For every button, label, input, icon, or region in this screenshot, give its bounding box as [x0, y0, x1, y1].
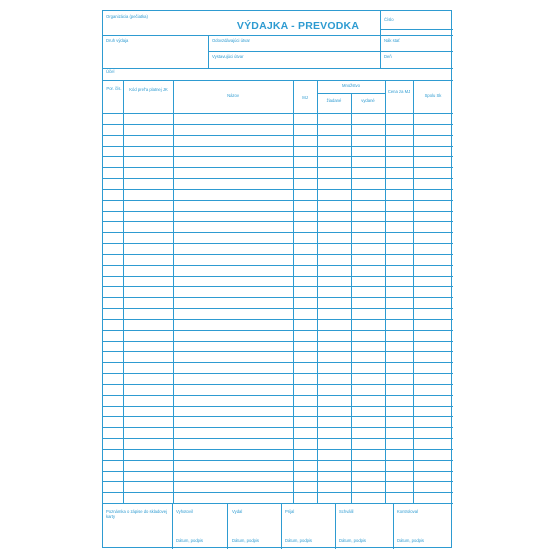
date-label: Deň: [384, 54, 392, 59]
received-by-date-signature: Dátum, podpis: [285, 538, 312, 543]
footer-column-line: [281, 503, 282, 549]
table-row-line: [103, 232, 453, 233]
table-row-line: [103, 135, 453, 136]
issued-by-label: Vyhotovil: [176, 509, 193, 514]
table-row-line: [103, 406, 453, 407]
table-row-line: [103, 254, 453, 255]
issuer-label: Vystavujúci útvar: [212, 54, 244, 59]
number-row-line: [380, 29, 453, 30]
col-unit-price-header: Cena za MJ: [387, 89, 411, 94]
table-row-line: [103, 243, 453, 244]
col-quantity-header: Množstvo: [342, 83, 360, 88]
table-column-line: [413, 80, 414, 503]
table-row-line: [103, 221, 453, 222]
col-row-no-header: Por. čís.: [106, 86, 122, 91]
cost-center-label: Nák stať: [384, 38, 400, 43]
table-row-line: [103, 178, 453, 179]
received-by-label: Prijal: [285, 509, 295, 514]
footer-column-line: [172, 503, 173, 549]
table-column-line: [385, 80, 386, 503]
form-grid-lines: [103, 11, 453, 549]
table-row-line: [103, 427, 453, 428]
col-total-header: Spolu Sk: [424, 93, 442, 98]
form-title: VÝDAJKA - PREVODKA: [236, 20, 360, 32]
table-column-line: [293, 80, 294, 503]
header-row-line: [208, 51, 453, 52]
table-row-line: [103, 503, 453, 504]
table-row-line: [103, 200, 453, 201]
released-by-label: Vydal: [232, 509, 243, 514]
table-header-bottom-line: [103, 113, 453, 114]
issue-type-label: Druh výdaja: [106, 38, 129, 43]
table-row-line: [103, 460, 453, 461]
table-row-line: [103, 124, 453, 125]
table-row-line: [103, 189, 453, 190]
issued-by-date-signature: Dátum, podpis: [176, 538, 203, 543]
table-row-line: [103, 211, 453, 212]
recipient-label: Odovzdávajúci útvar: [212, 38, 250, 43]
record-note-label: Poznámka o zápise do skladovej karty: [106, 509, 167, 519]
header-row-line: [103, 35, 453, 36]
table-column-line: [317, 80, 318, 503]
table-row-line: [103, 297, 453, 298]
table-row-line: [103, 492, 453, 493]
released-by-date-signature: Dátum, podpis: [232, 538, 259, 543]
table-row-line: [103, 373, 453, 374]
table-row-line: [103, 341, 453, 342]
approved-by-date-signature: Dátum, podpis: [339, 538, 366, 543]
table-row-line: [103, 471, 453, 472]
table-column-line: [123, 80, 124, 503]
table-column-line: [351, 93, 352, 503]
table-row-line: [103, 362, 453, 363]
table-top-line: [103, 80, 453, 81]
table-row-line: [103, 416, 453, 417]
table-row-line: [103, 146, 453, 147]
purpose-label: Účel: [106, 69, 115, 74]
footer-column-line: [335, 503, 336, 549]
table-row-line: [103, 167, 453, 168]
col-unit-header: MJ: [302, 95, 308, 100]
approved-by-label: Schválil: [339, 509, 354, 514]
footer-column-line: [227, 503, 228, 549]
col-requested-header: žiadané: [326, 98, 342, 103]
table-row-line: [103, 286, 453, 287]
col-issued-header: vydané: [361, 98, 375, 103]
footer-column-line: [393, 503, 394, 549]
table-row-line: [103, 449, 453, 450]
table-row-line: [103, 481, 453, 482]
table-column-line: [173, 80, 174, 503]
col-item-code-header: Kód pref'a platnej JK: [129, 87, 168, 92]
purpose-row-line: [103, 68, 453, 69]
organization-label: Organizácia (pečiatka): [106, 14, 148, 19]
table-row-line: [103, 276, 453, 277]
col-name-header: Názov: [227, 93, 239, 98]
issue-slip-form: [102, 10, 452, 548]
checked-by-date-signature: Dátum, podpis: [397, 538, 424, 543]
table-row-line: [103, 351, 453, 352]
table-row-line: [103, 330, 453, 331]
table-row-line: [103, 395, 453, 396]
table-row-line: [103, 438, 453, 439]
table-row-line: [103, 319, 453, 320]
number-label: Číslo: [384, 17, 394, 22]
header-divider: [380, 11, 381, 68]
checked-by-label: Kontroloval: [397, 509, 418, 514]
table-row-line: [103, 308, 453, 309]
table-row-line: [103, 265, 453, 266]
table-row-line: [103, 156, 453, 157]
table-row-line: [103, 384, 453, 385]
